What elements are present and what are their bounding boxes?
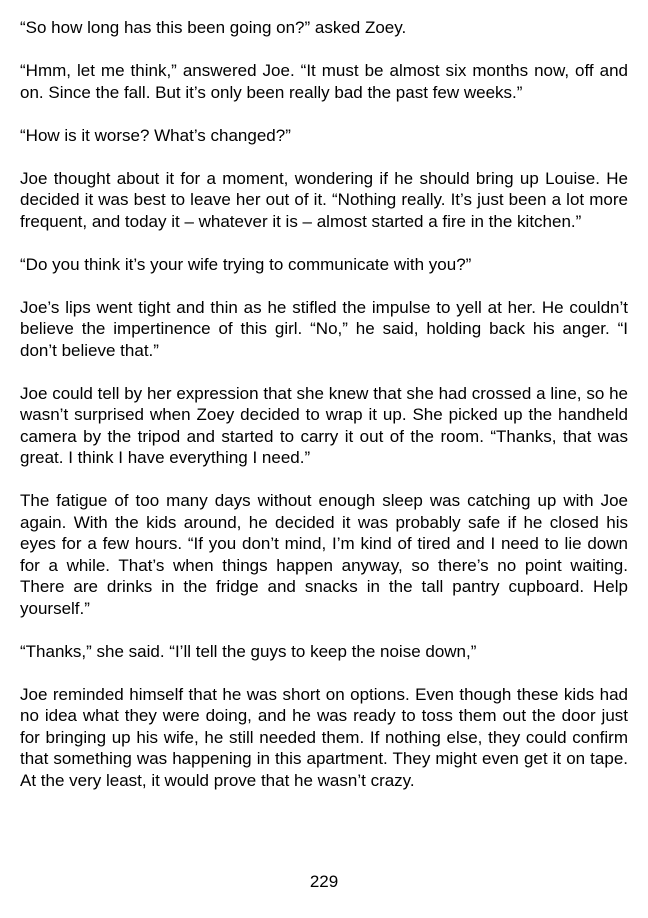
paragraph: “So how long has this been going on?” asked Zoey. [20, 18, 407, 37]
paragraph: Joe’s lips went tight and thin as he stifled the impulse to yell at her. He couldn’t believe the impertinence of this girl. “No,” he said, holding back his anger. “I don’t believe that.” [20, 297, 628, 360]
paragraph: “Hmm, let me think,” answered Joe. “It must be almost six months now, off and on. Since the fall. But it’s only been really bad the past few weeks.” [20, 61, 628, 102]
paragraph: Joe reminded himself that he was short on options. Even though these kids had no idea what they were doing, and he was ready to toss them out the door just for bringing up his wife, he still needed them. If nothing else, they could confirm that something was happening in this apartment. They might even get it on tape. At the very least, it would prove that he wasn’t crazy. [20, 684, 628, 790]
body-text [20, 17, 628, 791]
paragraph: The fatigue of too many days without enough sleep was catching up with Joe again. With the kids around, he decided it was probably safe if he closed his eyes for a few hours. “If you don’t mind, I’m kind of tired and I need to lie down for a while. That’s when things happen anyway, so there’s no point waiting. There are drinks in the fridge and snacks in the tall pantry cupboard. Help yourself.” [20, 491, 628, 618]
paragraph: Joe thought about it for a moment, wondering if he should bring up Louise. He decided it was best to leave her out of it. “Nothing really. It’s just been a lot more frequent, and today it – whatever it is – almost started a fire in the kitchen.” [20, 168, 628, 231]
paragraph: “How is it worse? What’s changed?” [20, 125, 291, 145]
paragraph: “Do you think it’s your wife trying to communicate with you?” [20, 254, 472, 274]
paragraph: “Thanks,” she said. “I’ll tell the guys to keep the noise down,” [20, 641, 477, 661]
paragraph: Joe could tell by her expression that she knew that she had crossed a line, so he wasn’t surprised when Zoey decided to wrap it up. She picked up the handheld camera by the tripod and started to carry it out of the room. “Thanks, that was great. I think I have everything I need.” [20, 383, 628, 467]
page-number: 229 [309, 872, 339, 891]
